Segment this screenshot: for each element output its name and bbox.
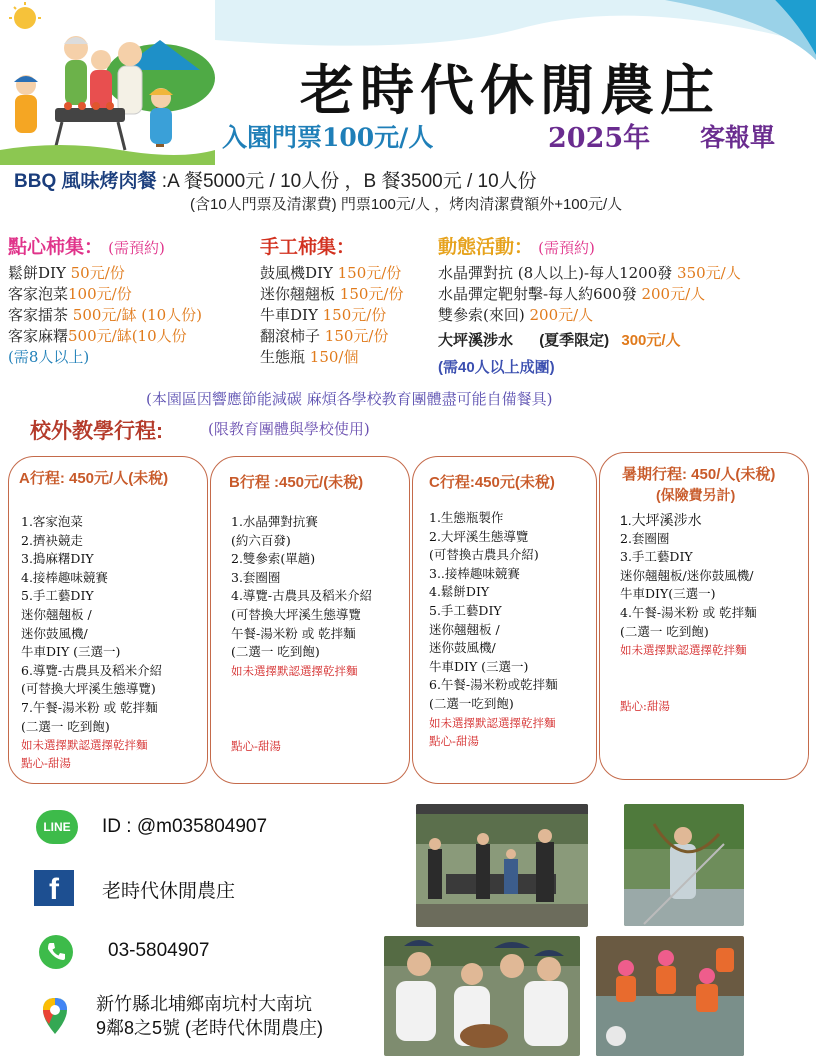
tour-card-summer: 暑期行程: 450/人(未稅) (保險費另計) 1.大坪溪涉水 2.套圈圈 3.手工藝DIY 迷你翹翹板/迷你鼓風機/ 牛車DIY(三選一) 4.午餐-湯米粉 或 乾拌麵 (二選一 吃到飽) 如未選擇默認選擇乾拌麵 點心:甜湯 [599, 452, 809, 780]
snack-footnote: (需8人以上) [8, 348, 90, 366]
min-group-note: (需40人以上成團) [438, 359, 555, 376]
eco-notice: (本園區因響應節能減碳 麻煩各學校教育團體盡可能自備餐具) [146, 390, 553, 408]
list-item: 2.套圈圈 [620, 530, 670, 546]
list-item: 午餐-湯米粉 或 乾拌麵 [231, 625, 356, 641]
card-note: 點心-甜湯 [21, 756, 71, 771]
bbq-label: BBQ 風味烤肉餐 [14, 171, 157, 192]
quote-year: 2025年 [548, 123, 651, 154]
list-item: (二選一 吃到飽) [21, 718, 110, 734]
list-item: 7.午餐-湯米粉 或 乾拌麵 [21, 699, 158, 715]
address-line-2: 9鄰8之5號 (老時代休閒農庄) [96, 1018, 324, 1038]
list-item: 2.擠袂競走 [21, 532, 83, 548]
list-item: 1.水晶彈對抗賽 [231, 514, 318, 529]
tours-title: 校外教學行程: [30, 420, 163, 443]
tour-card-c: C行程:450元(未稅) 1.生態瓶製作 2.大坪溪生態導覽 (可替換古農具介紹) 3..接棒趣味競賽 4.鬆餅DIY 5.手工藝DIY 迷你翹翹板 / 迷你鼓風機/ 牛車DIY (三選一) 6.午餐-湯米粉或乾拌麵 (二選一吃到飽) 如未選擇默認選擇乾拌麵 點心-甜湯 [412, 456, 597, 784]
list-item: 5.手工藝DIY [429, 602, 502, 618]
activity-title: 動態活動： [438, 237, 534, 258]
family-bbq-illustration [0, 0, 215, 165]
list-item: 迷你鼓風機/ [21, 625, 88, 641]
bbq-line [14, 166, 537, 193]
list-item: 生態瓶 150/個 [260, 348, 359, 366]
kids-craft-photo [384, 936, 580, 1056]
list-item: 客家泡菜100元/份 [8, 285, 132, 303]
address-line-1: 新竹縣北埔鄉南坑村大南坑 [96, 994, 312, 1014]
list-item: (可替換古農具介紹) [429, 547, 539, 563]
list-item: 迷你翹翹板/迷你鼓風機/ [620, 567, 754, 583]
list-item: 水晶彈對抗 (8人以上)-每人1200發 350元/人 [438, 264, 741, 282]
list-item: 2.雙參索(單趟) [231, 551, 316, 567]
handcraft-section [260, 232, 403, 368]
list-item: 雙參索(來回) 200元/人 [438, 306, 594, 324]
handcraft-title: 手工柿集： [260, 237, 356, 258]
list-item: 客家擂茶 500元/缽 (10人份) [8, 306, 203, 324]
ticket-price: 入園門票100元/人 [222, 123, 434, 152]
rope-activity-photo [624, 804, 744, 926]
list-item: 2.大坪溪生態導覽 [429, 528, 529, 544]
list-item: (二選一吃到飽) [429, 695, 514, 711]
list-item: 5.手工藝DIY [21, 588, 94, 604]
list-item: 1.生態瓶製作 [429, 510, 504, 525]
line-icon: LINE [36, 810, 78, 844]
list-item: 客家麻糬500元/缽(10人份 [8, 327, 187, 345]
group-photo-bbq [416, 804, 588, 927]
list-item: 牛車DIY(三選一) [620, 586, 716, 602]
snack-section [8, 232, 202, 368]
list-item: (二選一 吃到飽) [620, 623, 709, 639]
line-id[interactable]: ID : @m035804907 [102, 816, 268, 837]
bbq-detail: :A 餐5000元 / 10人份 ，B 餐3500元 / 10人份 [161, 171, 537, 192]
list-item: 迷你翹翹板 / [429, 621, 500, 637]
tour-card-a: A行程: 450元/人(未稅) 1.客家泡菜 2.擠袂競走 3.搗麻糬DIY 4.接棒趣味競賽 5.手工藝DIY 迷你翹翹板 / 迷你鼓風機/ 牛車DIY (三選一) 6.導覽-古農具及稻米介紹 (可替換大坪溪生態導覽) 7.午餐-湯米粉 或 乾拌麵 (二選一 吃到飽) 如未選擇默認選擇乾拌麵 點心-甜湯 [8, 456, 208, 784]
list-item: 牛車DIY 150元/份 [260, 306, 387, 324]
tour-card-b: B行程 :450元/(未稅) 1.水晶彈對抗賽 (約六百發) 2.雙參索(單趟) 3.套圈圈 4.導覽-古農具及稻米介紹 (可替換大坪溪生態導覽 午餐-湯米粉 或 乾拌麵 (二選一 吃到飽) 如未選擇默認選擇乾拌麵 點心-甜湯 [210, 456, 410, 784]
list-item: (約六百發) [231, 532, 291, 548]
list-item: 4.接棒趣味競賽 [21, 569, 108, 585]
activity-reservation-note: (需預約) [538, 239, 595, 257]
map-pin-icon [40, 996, 70, 1036]
card-note: 如未選擇默認選擇乾拌麵 [429, 715, 556, 730]
list-item: (二選一 吃到飽) [231, 644, 320, 660]
card-note: 如未選擇默認選擇乾拌麵 [620, 643, 747, 658]
card-note: 如未選擇默認選擇乾拌麵 [231, 663, 358, 678]
stream-wading-photo [596, 936, 744, 1056]
facebook-icon: f [34, 870, 74, 906]
list-item: 迷你翹翹板 / [21, 606, 92, 622]
list-item: 牛車DIY (三選一) [429, 658, 529, 674]
stream-item: 大坪溪涉水 (夏季限定) 300元/人 [438, 332, 681, 349]
list-item: 牛車DIY (三選一) [21, 644, 121, 660]
list-item: (可替換大坪溪生態導覽) [21, 681, 156, 697]
facebook-name[interactable]: 老時代休閒農庄 [102, 881, 236, 902]
list-item: 3.套圈圈 [231, 569, 281, 585]
list-item: 6.導覽-古農具及稻米介紹 [21, 662, 163, 678]
snack-reservation-note: (需預約) [108, 239, 165, 257]
card-footer-note: 點心-甜湯 [231, 739, 281, 753]
list-item: 翻滾柿子 150元/份 [260, 327, 389, 345]
list-item: 1.客家泡菜 [21, 514, 83, 529]
list-item: 迷你翹翹板 150元/份 [260, 285, 404, 303]
bbq-note: (含10人門票及清潔費) 門票100元/人 ，烤肉清潔費額外+100元/人 [190, 196, 623, 213]
page-title: 老時代休閒農庄 [300, 58, 720, 122]
list-item: 3..接棒趣味競賽 [429, 565, 520, 581]
sun-icon [14, 7, 36, 29]
list-item: 4.鬆餅DIY [429, 584, 490, 600]
list-item: 鬆餅DIY 50元/份 [8, 264, 125, 282]
activity-section [438, 232, 741, 378]
list-item: 3.搗麻糬DIY [21, 551, 94, 567]
list-item: 水晶彈定靶射擊-每人約600發 200元/人 [438, 285, 706, 303]
list-item: 3.手工藝DIY [620, 549, 693, 565]
card-note: 如未選擇默認選擇乾拌麵 [21, 738, 148, 753]
list-item: 4.午餐-湯米粉 或 乾拌麵 [620, 604, 757, 620]
list-item: 1.大坪溪涉水 [620, 512, 702, 528]
quote-label: 客報單 [700, 123, 776, 152]
list-item: 6.午餐-湯米粉或乾拌麵 [429, 677, 558, 693]
list-item: 4.導覽-古農具及稻米介紹 [231, 588, 373, 604]
list-item: 迷你鼓風機/ [429, 640, 496, 656]
list-item: 鼓風機DIY 150元/份 [260, 264, 402, 282]
card-note: 點心-甜湯 [429, 733, 479, 748]
card-footer-note: 點心:甜湯 [620, 699, 670, 713]
phone-number[interactable]: 03-5804907 [108, 940, 210, 961]
list-item: (可替換大坪溪生態導覽 [231, 606, 361, 622]
tours-subtitle: (限教育團體與學校使用) [208, 420, 370, 438]
snack-title: 點心柿集： [8, 237, 104, 258]
phone-icon [38, 934, 74, 970]
